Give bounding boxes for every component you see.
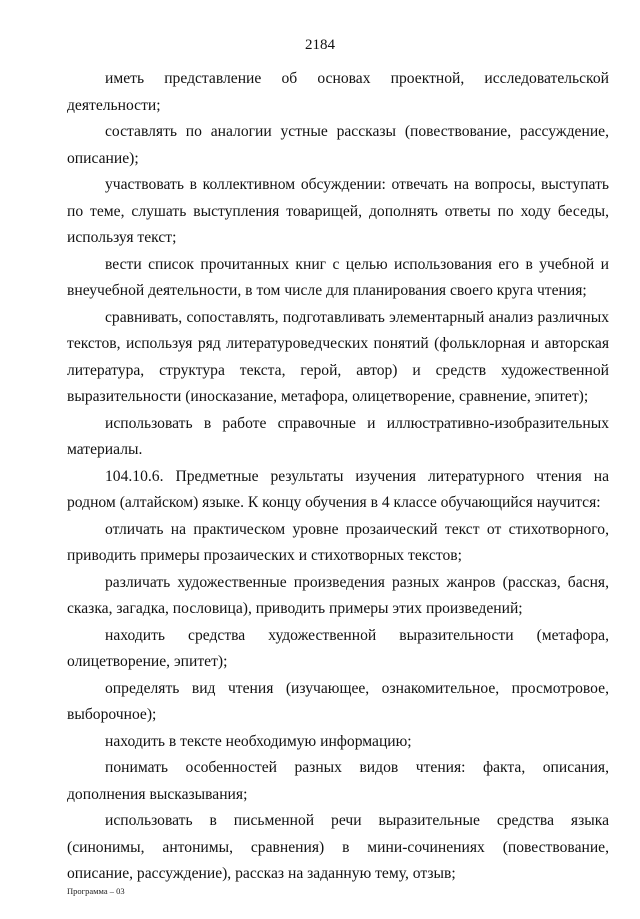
paragraph: иметь представление об основах проектной, исследовательской деятельности; (67, 70, 609, 114)
paragraph: находить средства художественной выразительности (метафора, олицетворение, эпитет); (67, 626, 609, 670)
paragraph: определять вид чтения (изучающее, ознакомительное, просмотровое, выборочное); (67, 679, 609, 723)
paragraph: вести список прочитанных книг с целью использования его в учебной и внеучебной деятельности, в том числе для планирования своего круга чтения; (67, 255, 609, 299)
paragraph: находить в тексте необходимую информацию; (105, 732, 412, 750)
paragraph: отличать на практическом уровне прозаический текст от стихотворного, приводить примеры прозаических и стихотворных текстов; (67, 520, 609, 564)
paragraph: составлять по аналогии устные рассказы (повествование, рассуждение, описание); (67, 123, 609, 167)
paragraph: различать художественные произведения разных жанров (рассказ, басня, сказка, загадка, пословица), приводить примеры этих произведений; (67, 573, 609, 617)
paragraph: понимать особенностей разных видов чтения: факта, описания, дополнения высказывания; (67, 759, 609, 803)
paragraph: использовать в письменной речи выразительные средства языка (синонимы, антонимы, сравнения) в мини-сочинениях (повествование, описание, рассуждение), рассказ на заданную тему, отзыв; (67, 812, 609, 882)
body-text (67, 66, 609, 888)
page-number: 2184 (305, 37, 335, 53)
paragraph: использовать в работе справочные и иллюстративно-изобразительных материалы. (67, 414, 609, 458)
paragraph: сравнивать, сопоставлять, подготавливать элементарный анализ различных текстов, используя ряд литературоведческих понятий (фольклорная и авторская литература, структура текста, герой, автор) и средств художественной выразительности (иносказание, метафора, олицетворение, сравнение, эпитет); (67, 308, 609, 405)
paragraph: участвовать в коллективном обсуждении: отвечать на вопросы, выступать по теме, слушать выступления товарищей, дополнять ответы по ходу беседы, используя текст; (67, 176, 609, 246)
section-heading-paragraph: 104.10.6. Предметные результаты изучения литературного чтения на родном (алтайском) языке. К концу обучения в 4 классе обучающийся научится: (67, 467, 609, 511)
footer-label: Программа – 03 (67, 886, 125, 896)
